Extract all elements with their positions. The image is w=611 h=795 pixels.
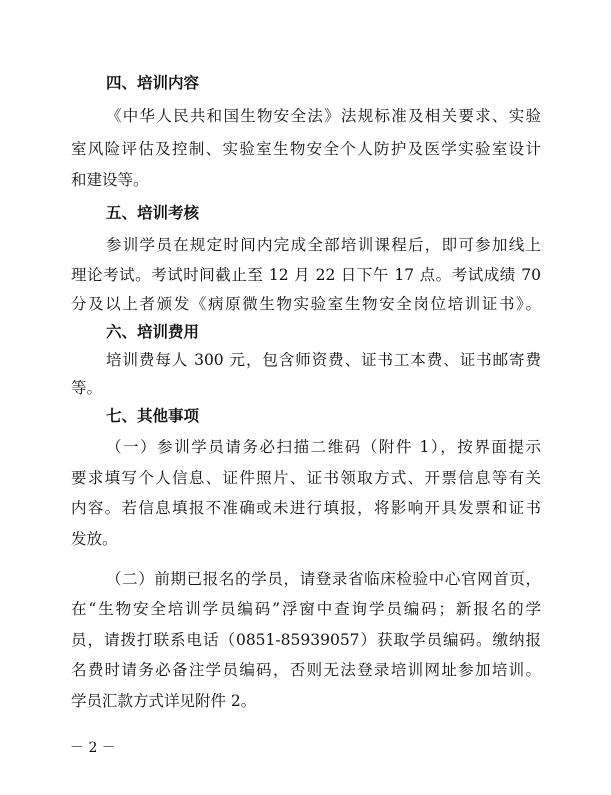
section-7-p2-line-1: （二）前期已报名的学员，请登录省临床检验中心官网首页， bbox=[106, 570, 541, 588]
section-7-p1-line-1: （一）参训学员请务必扫描二维码（附件 1），按界面提示 bbox=[106, 438, 541, 456]
section-5-heading: 五、培训考核 bbox=[106, 204, 200, 222]
section-7-p2-line-3: 员，请拨打联系电话（0851-85939057）获取学员编码。缴纳报 bbox=[71, 631, 541, 649]
section-4-line-2: 室风险评估及控制、实验室生物安全个人防护及医学实验室设计 bbox=[71, 140, 541, 158]
section-6-heading: 六、培训费用 bbox=[106, 323, 200, 341]
section-7-p1-line-4: 发放。 bbox=[71, 530, 118, 548]
section-5-line-2: 理论考试。考试时间截止至 12 月 22 日下午 17 点。考试成绩 70 bbox=[71, 266, 541, 284]
section-7-p1-line-3: 内容。若信息填报不准确或未进行填报，将影响开具发票和证书 bbox=[71, 499, 541, 517]
section-5-line-3: 分及以上者颁发《病原微生物实验室生物安全岗位培训证书》。 bbox=[71, 295, 541, 313]
section-7-p2-line-2: 在“生物安全培训学员编码”浮窗中查询学员编码；新报名的学 bbox=[71, 600, 541, 618]
section-4-line-1: 《中华人民共和国生物安全法》法规标准及相关要求、实验 bbox=[106, 107, 541, 125]
page-number: － 2 － bbox=[70, 740, 116, 756]
section-4-heading: 四、培训内容 bbox=[106, 74, 200, 92]
section-7-heading: 七、其他事项 bbox=[106, 407, 200, 425]
section-7-p1-line-2: 要求填写个人信息、证件照片、证书领取方式、开票信息等有关 bbox=[71, 469, 541, 487]
section-7-p2-line-5: 学员汇款方式详见附件 2。 bbox=[71, 692, 257, 710]
section-4-line-3: 和建设等。 bbox=[71, 171, 149, 189]
section-6-line-2: 等。 bbox=[71, 379, 103, 397]
section-5-line-1: 参训学员在规定时间内完成全部培训课程后，即可参加线上 bbox=[106, 236, 541, 254]
section-6-line-1: 培训费每人 300 元，包含师资费、证书工本费、证书邮寄费 bbox=[106, 351, 541, 369]
section-7-p2-line-4: 名费时请务必备注学员编码，否则无法登录培训网址参加培训。 bbox=[71, 661, 541, 679]
